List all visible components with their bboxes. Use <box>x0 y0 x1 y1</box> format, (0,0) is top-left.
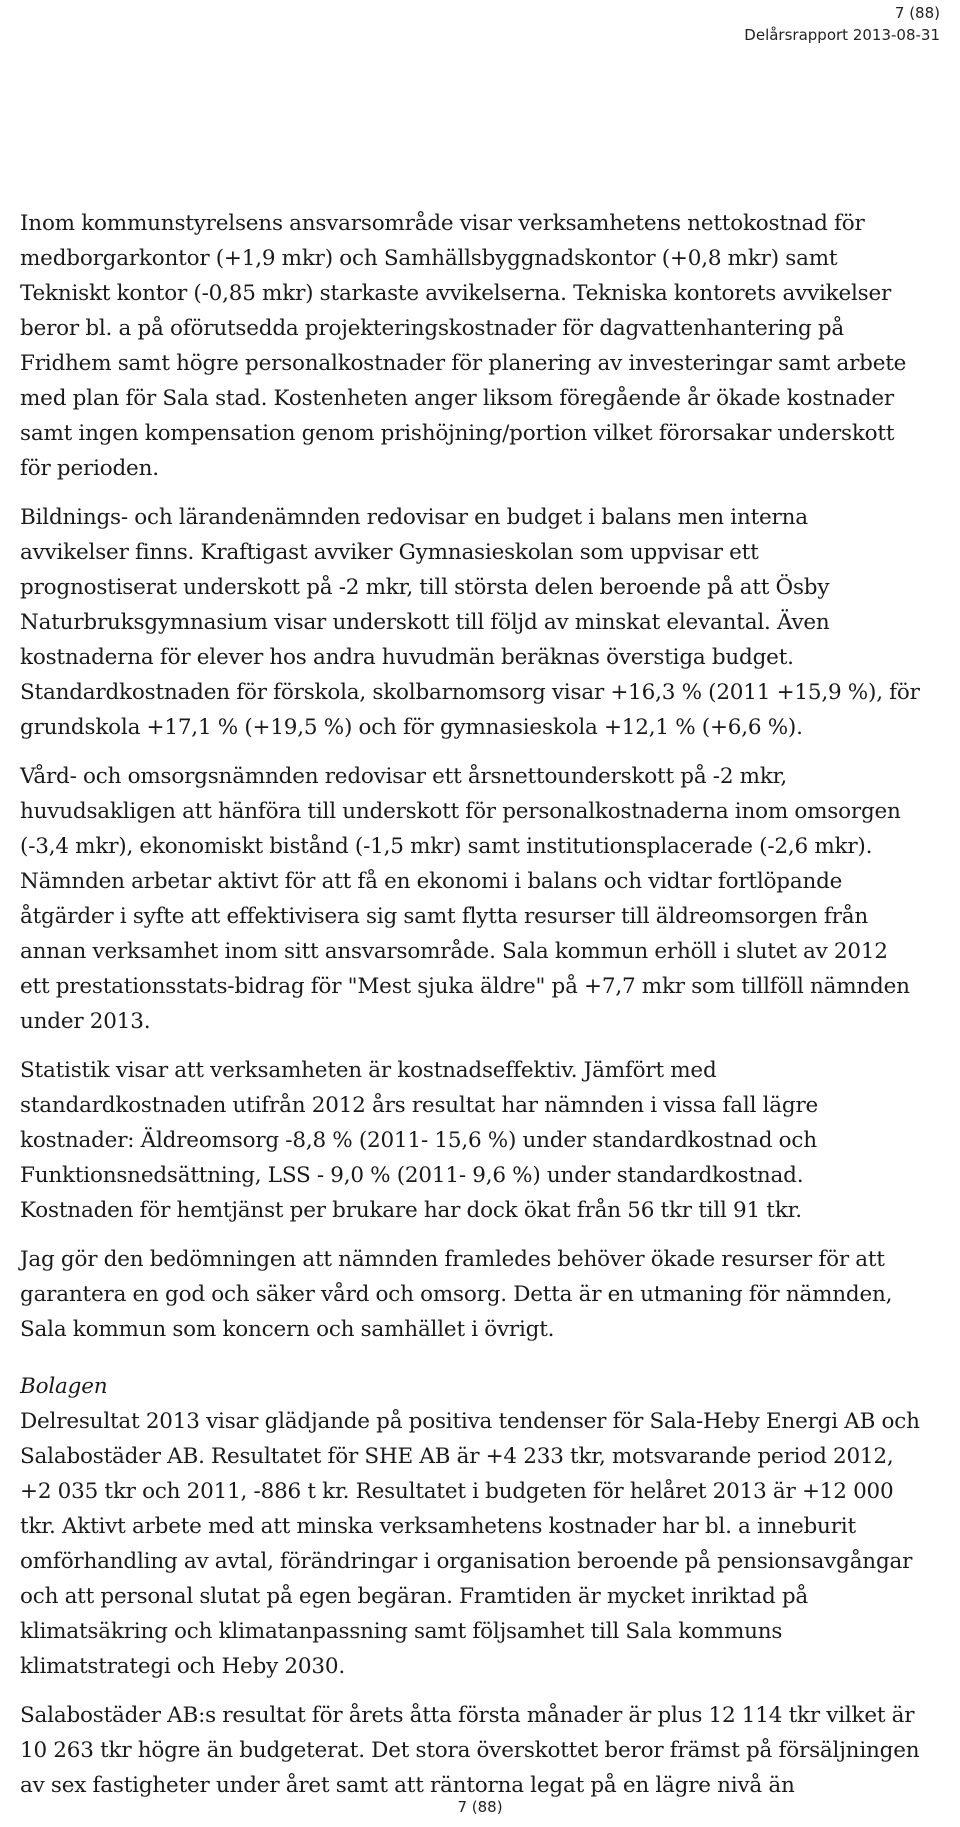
paragraph-sala-heby-energi: Delresultat 2013 visar glädjande på positiva tendenser för Sala-Heby Energi AB och Salabostäder AB. Resultatet för SHE AB är +4 233 tkr, motsvarande period 2012, +2 035 tkr och 2011, -886 t kr. Resultatet i budgeten för helåret 2013 är +12 000 tkr. Aktivt arbete med att minska verksamhetens kostnader har bl. a inneburit omförhandling av avtal, förändringar i organisation beroende på pensionsavgångar och att personal slutat på egen begäran. Framtiden är mycket inriktad på klimatsäkring och klimatanpassning samt följsamhet till Sala kommuns klimatstrategi och Heby 2030. <box>20 1409 920 1679</box>
header-report-title: Delårsrapport 2013-08-31 <box>744 26 940 44</box>
paragraph-bedomning: Jag gör den bedömningen att nämnden framledes behöver ökade resurser för att garantera en god och säker vård och omsorg. Detta är en utmaning för nämnden, Sala kommun som koncern och samhället i övrigt. <box>20 1247 893 1342</box>
section-heading-bolagen: Bolagen <box>20 1374 108 1399</box>
document-body <box>20 206 920 1817</box>
paragraph-kommunstyrelsen: Inom kommunstyrelsens ansvarsområde visar verksamhetens nettokostnad för medborgarkontor (+1,9 mkr) och Samhällsbyggnadskontor (+0,8 mkr) samt Tekniskt kontor (-0,85 mkr) starkaste avvikelserna. Tekniska kontorets avvikelser beror bl. a på oförutsedda projekteringskostnader för dagvattenhantering på Fridhem samt högre personalkostnader för planering av investeringar samt arbete med plan för Sala stad. Kostenheten anger liksom föregående år ökade kostnader samt ingen kompensation genom prishöjning/portion vilket förorsakar underskott för perioden. <box>20 211 907 481</box>
footer-page-number: 7 (88) <box>457 1798 503 1816</box>
page-footer <box>0 1798 960 1816</box>
paragraph-bildningsnamnden: Bildnings- och lärandenämnden redovisar en budget i balans men interna avvikelser finns. Kraftigast avviker Gymnasieskolan som uppvisar ett prognostiserat underskott på -2 mkr, till största delen beroende på att Ösby Naturbruksgymnasium visar underskott till följd av minskat elevantal. Även kostnaderna för elever hos andra huvudmän beräknas överstiga budget. Standardkostnaden för förskola, skolbarnomsorg visar +16,3 % (2011 +15,9 %), för grundskola +17,1 % (+19,5 %) och för gymnasieskola +12,1 % (+6,6 %). <box>20 505 920 740</box>
page-header <box>744 2 940 46</box>
paragraph-salabostader: Salabostäder AB:s resultat för årets åtta första månader är plus 12 114 tkr vilket är 10 263 tkr högre än budgeterat. Det stora överskottet beror främst på försäljningen av sex fastigheter under året samt att räntorna legat på en lägre nivå än <box>20 1703 920 1798</box>
paragraph-statistik: Statistik visar att verksamheten är kostnadseffektiv. Jämfört med standardkostnaden utifrån 2012 års resultat har nämnden i vissa fall lägre kostnader: Äldreomsorg -8,8 % (2011- 15,6 %) under standardkostnad och Funktionsnedsättning, LSS - 9,0 % (2011- 9,6 %) under standardkostnad. Kostnaden för hemtjänst per brukare har dock ökat från 56 tkr till 91 tkr. <box>20 1058 819 1223</box>
header-page-number: 7 (88) <box>894 4 940 22</box>
paragraph-vard-och-omsorg: Vård- och omsorgsnämnden redovisar ett årsnettounderskott på -2 mkr, huvudsakligen att hänföra till underskott för personalkostnaderna inom omsorgen (-3,4 mkr), ekonomiskt bistånd (-1,5 mkr) samt institutionsplacerade (-2,6 mkr). Nämnden arbetar aktivt för att få en ekonomi i balans och vidtar fortlöpande åtgärder i syfte att effektivisera sig samt flytta resurser till äldreomsorgen från annan verksamhet inom sitt ansvarsområde. Sala kommun erhöll i slutet av 2012 ett prestationsstats-bidrag för "Mest sjuka äldre" på +7,7 mkr som tillföll nämnden under 2013. <box>20 764 910 1034</box>
